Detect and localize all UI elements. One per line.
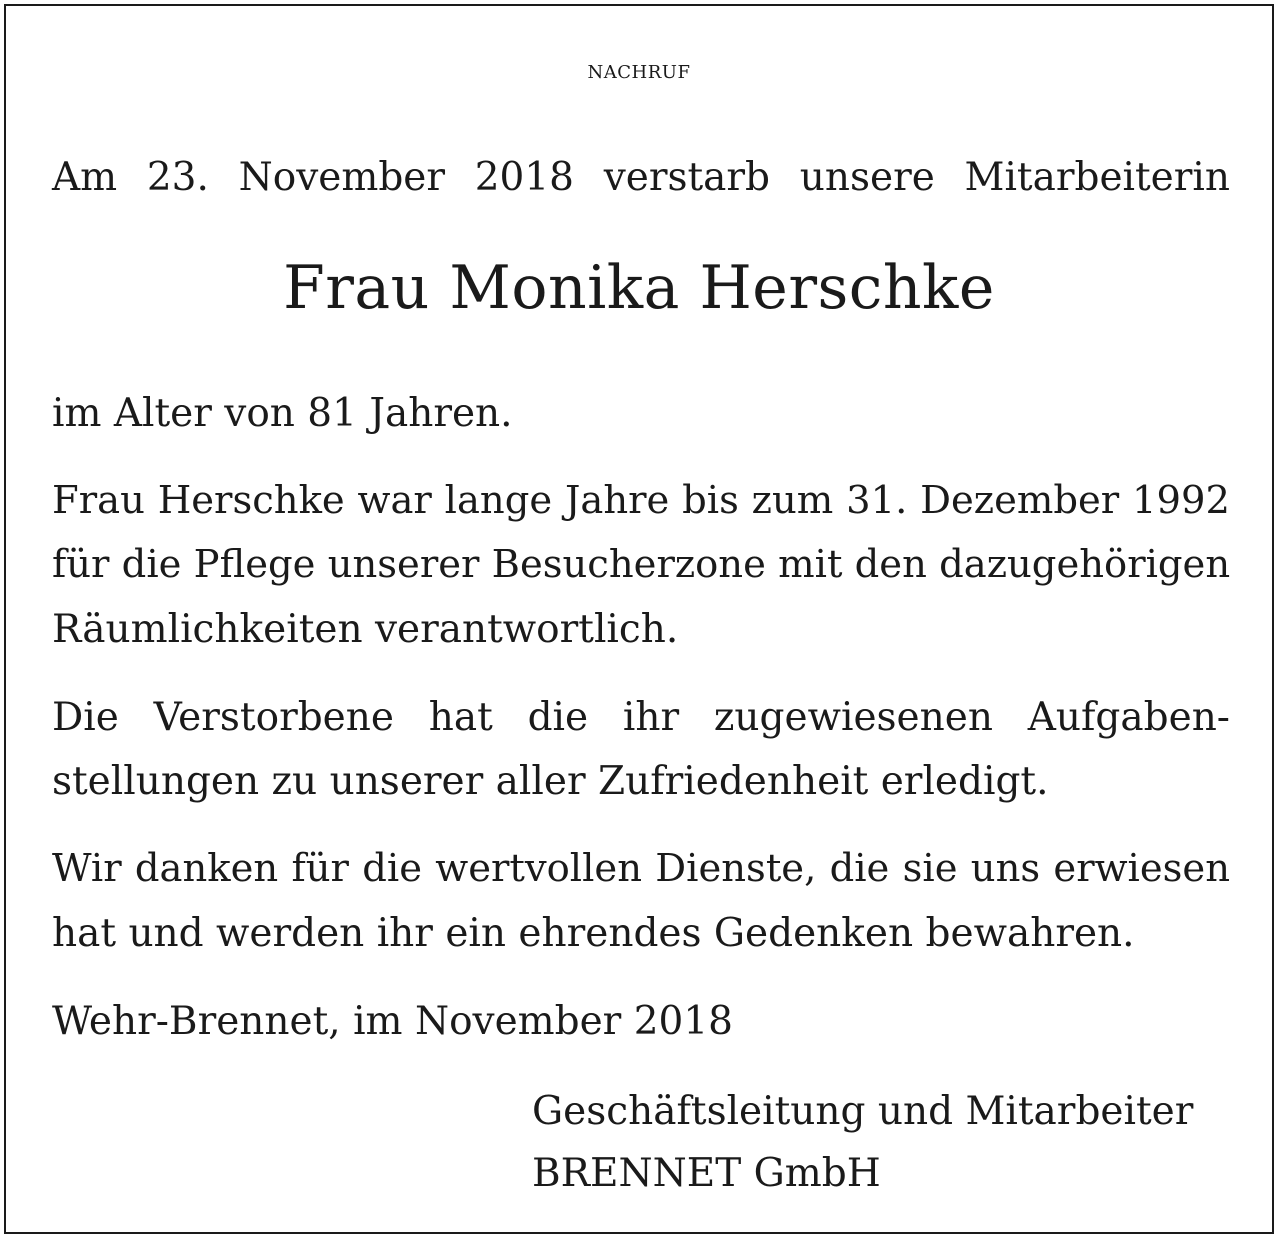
paragraph-3-line-1: Wir danken für die wertvollen Dienste, die sie uns erwiesen	[52, 846, 1230, 891]
paragraph-2-line-1: Die Verstorbene hat die ihr zugewiesenen Aufgaben-	[52, 695, 1230, 740]
paragraph-1-line-2: für die Pflege unserer Besucherzone mit den dazugehörigen	[52, 542, 1231, 587]
paragraph-3-line-2: hat und werden ihr ein ehrendes Gedenken bewahren.	[52, 911, 1135, 956]
paragraph-1-line-1: Frau Herschke war lange Jahre bis zum 31. Dezember 1992	[52, 478, 1230, 523]
signature-line-1: Geschäftsleitung und Mitarbeiter	[532, 1089, 1194, 1134]
intro-line: Am 23. November 2018 verstarb unsere Mitarbeiterin	[52, 155, 1230, 200]
obituary-notice	[4, 4, 1274, 1234]
signature-company: BRENNET GmbH	[532, 1151, 881, 1196]
paragraph-2-line-2: stellungen zu unserer aller Zufriedenheit erledigt.	[52, 759, 1049, 804]
paragraph-1-line-3: Räumlichkeiten verantwortlich.	[52, 607, 679, 652]
place-date-line: Wehr-Brennet, im November 2018	[52, 999, 733, 1044]
age-line: im Alter von 81 Jahren.	[52, 391, 513, 436]
deceased-name: Frau Monika Herschke	[283, 253, 995, 323]
notice-heading: NACHRUF	[587, 62, 691, 83]
